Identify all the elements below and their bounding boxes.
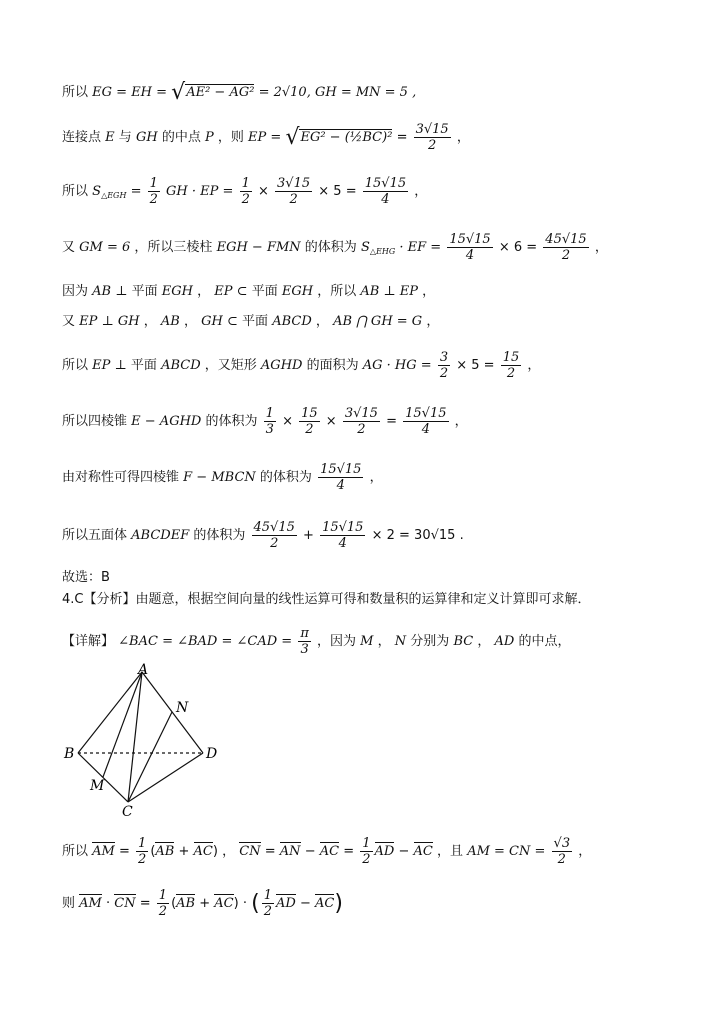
line-5 — [62, 280, 435, 299]
text: 所以 — [62, 184, 89, 199]
text: × — [282, 414, 293, 429]
formula: = — [130, 184, 142, 199]
fraction: $\frac{15}{2}$ — [502, 350, 520, 381]
text: 又 — [62, 240, 76, 255]
formula: AGHD — [260, 358, 303, 373]
text: 的面积为 — [306, 358, 359, 373]
text: · — [106, 896, 111, 911]
vector: CN — [239, 844, 261, 859]
fraction: $\frac{15√15}{4}$ — [449, 232, 491, 263]
text: ( — [150, 844, 156, 859]
text: 则 — [62, 896, 76, 911]
vector-line-2 — [62, 888, 343, 919]
fraction: $\frac{3√15}{2}$ — [415, 122, 449, 153]
edge-CD — [128, 753, 203, 802]
vector: AM — [79, 896, 102, 911]
text: ， — [222, 844, 236, 859]
text: = — [139, 896, 151, 911]
formula: F − MBCN — [183, 470, 256, 485]
var: E — [105, 130, 115, 145]
fraction: $\frac{1}{2}$ — [241, 176, 250, 207]
text: 的体积为 — [205, 414, 258, 429]
text: ， — [426, 314, 440, 329]
text: ，所以三棱柱 — [134, 240, 213, 255]
text: 连接点 — [62, 130, 102, 145]
line-6 — [62, 310, 439, 329]
line-9 — [62, 462, 383, 493]
text: 【详解】 — [62, 634, 115, 649]
text: 平面 — [130, 358, 157, 373]
label-C: C — [122, 804, 133, 820]
text: 所以 — [62, 844, 89, 859]
text: ，且 — [437, 844, 464, 859]
vector: AC — [413, 844, 433, 859]
text: ， — [369, 470, 383, 485]
vector: AB — [155, 844, 175, 859]
vector: AC — [319, 844, 340, 859]
formula: AB ⊥ — [92, 284, 128, 299]
formula: = 2√10, GH = MN = 5 , — [258, 85, 417, 100]
fraction: $\frac{√3}{2}$ — [553, 836, 571, 867]
text: ， — [315, 314, 329, 329]
text: 又 — [62, 314, 76, 329]
var: S — [360, 240, 370, 255]
detail-line — [62, 626, 570, 657]
label-N: N — [176, 700, 189, 716]
formula: EP ⊥ GH — [79, 314, 140, 329]
label-B: B — [64, 746, 75, 762]
text: ， — [414, 184, 428, 199]
formula: EG = EH = — [92, 85, 172, 100]
vector: CN — [114, 896, 136, 911]
var: N — [394, 634, 407, 649]
text: 的中点 — [161, 130, 201, 145]
text: . — [459, 528, 464, 543]
text: × 2 = 30√15 — [371, 528, 456, 543]
var: P — [204, 130, 214, 145]
text: − — [398, 844, 410, 859]
line-7 — [62, 350, 540, 381]
text: 分别为 — [410, 634, 450, 649]
vector: AM — [92, 844, 115, 859]
label-M: M — [90, 778, 105, 794]
text: ) — [233, 896, 239, 911]
label-A: A — [138, 662, 149, 678]
vector: AC — [214, 896, 234, 911]
text: − — [299, 896, 311, 911]
text: + — [303, 528, 314, 543]
text: × 6 = — [498, 240, 538, 255]
fraction: $\frac{15√15}{4}$ — [364, 176, 407, 207]
text: ， — [527, 358, 541, 373]
text: ， — [197, 284, 211, 299]
formula: AB — [160, 314, 180, 329]
radicand: AE² − AG² — [186, 85, 255, 100]
text: ， — [422, 284, 436, 299]
fraction: $\frac{1}{2}$ — [149, 176, 158, 207]
vector: AD — [374, 844, 395, 859]
radicand: EG² − (½BC)² — [300, 130, 393, 145]
var: AD — [494, 634, 515, 649]
formula: GH · EP = — [166, 184, 234, 199]
text: 平面 — [242, 314, 269, 329]
text: ，又矩形 — [204, 358, 257, 373]
fraction: $\frac{45√15}{2}$ — [545, 232, 587, 263]
text: = — [396, 130, 408, 145]
vector: AD — [276, 896, 296, 911]
vector: AC — [315, 896, 335, 911]
text: 由对称性可得四棱锥 — [62, 470, 180, 485]
formula: EP ⊥ — [92, 358, 127, 373]
subscript: △EGH — [101, 191, 127, 200]
fraction: $\frac{15√15}{4}$ — [322, 520, 364, 551]
vector: AB — [176, 896, 196, 911]
var: BC — [453, 634, 474, 649]
fraction: $\frac{1}{3}$ — [265, 406, 274, 437]
formula: AB ⋂ GH = G — [333, 314, 423, 329]
var: S — [92, 184, 102, 199]
analysis-line: 4.C【分析】由题意，根据空间向量的线性运算可得和数量积的运算律和定义计算即可求解． — [62, 592, 591, 607]
text: + — [178, 844, 190, 859]
line-3 — [62, 176, 427, 207]
formula: · EF = — [399, 240, 442, 255]
tetrahedron-figure — [60, 660, 230, 820]
text: 的体积为 — [259, 470, 312, 485]
text: ， — [578, 844, 592, 859]
formula: EGH − FMN — [216, 240, 301, 255]
text: ，因为 — [317, 634, 357, 649]
label-D: D — [206, 746, 218, 762]
fraction: $\frac{3√15}{2}$ — [344, 406, 378, 437]
fraction: $\frac{15√15}{4}$ — [405, 406, 447, 437]
fraction: $\frac{1}{2}$ — [263, 888, 273, 919]
text: ， — [377, 634, 391, 649]
text: 平面 — [251, 284, 278, 299]
fraction: $\frac{45√15}{2}$ — [253, 520, 295, 551]
fraction: $\frac{15√15}{4}$ — [320, 462, 362, 493]
fraction: $\frac{1}{2}$ — [158, 888, 168, 919]
subscript: △EHG — [369, 247, 396, 256]
formula: AG · HG = — [362, 358, 432, 373]
paren: ) — [334, 891, 343, 916]
fraction: $\frac{1}{2}$ — [362, 836, 371, 867]
text: ， — [477, 634, 491, 649]
line-4 — [62, 232, 608, 263]
text: ， — [184, 314, 198, 329]
text: × 5 = — [456, 358, 495, 373]
text: 所以四棱锥 — [62, 414, 128, 429]
text: × — [325, 414, 337, 429]
formula: ABCD — [272, 314, 312, 329]
segment-CN — [128, 712, 172, 802]
text: × 5 = — [318, 184, 357, 199]
fraction: $\frac{1}{2}$ — [138, 836, 147, 867]
fraction: $\frac{3√15}{2}$ — [277, 176, 311, 207]
sqrt-sign: √ — [171, 80, 186, 105]
formula: E − AGHD — [131, 414, 202, 429]
text: ， — [594, 240, 608, 255]
edge-AD — [142, 672, 203, 753]
text: 的体积为 — [193, 528, 246, 543]
paren: ( — [251, 891, 260, 916]
formula: ∠BAC = ∠BAD = ∠CAD = — [118, 634, 293, 649]
text: ，则 — [217, 130, 244, 145]
line-10 — [62, 520, 464, 551]
text: · — [242, 896, 247, 911]
sqrt-sign: √ — [285, 125, 300, 150]
text: ， — [454, 414, 468, 429]
formula: AM = CN = — [467, 844, 546, 859]
text: ， — [456, 130, 470, 145]
line-2 — [62, 122, 470, 153]
text: = — [264, 844, 276, 859]
formula: EP ⊂ — [214, 284, 248, 299]
fraction: $\frac{\pi}{3}$ — [300, 626, 309, 657]
formula: EP = — [248, 130, 282, 145]
text: 与 — [118, 130, 132, 145]
text: = — [386, 414, 397, 429]
text: 的中点， — [518, 634, 571, 649]
line-8 — [62, 406, 468, 437]
text: 所以五面体 — [62, 528, 128, 543]
formula: GM = 6 — [79, 240, 131, 255]
vector-line-1 — [62, 836, 591, 867]
formula: ABCD — [161, 358, 201, 373]
text: + — [199, 896, 211, 911]
formula: EGH — [281, 284, 314, 299]
text: − — [304, 844, 316, 859]
text: ，所以 — [317, 284, 357, 299]
text: 所以 — [62, 85, 89, 100]
text: 所以 — [62, 358, 89, 373]
var: GH — [135, 130, 158, 145]
text: 的体积为 — [304, 240, 357, 255]
fraction: $\frac{15}{2}$ — [301, 406, 318, 437]
text: 平面 — [131, 284, 158, 299]
fraction: $\frac{3}{2}$ — [439, 350, 449, 381]
line-1 — [62, 80, 416, 105]
text: = — [343, 844, 355, 859]
text: ， — [143, 314, 157, 329]
text: ) — [212, 844, 218, 859]
vector: AN — [279, 844, 301, 859]
text: 因为 — [62, 284, 89, 299]
text: ( — [171, 896, 177, 911]
text: = — [119, 844, 130, 859]
vector: AC — [193, 844, 213, 859]
formula: GH ⊂ — [201, 314, 238, 329]
edge-AB — [78, 672, 142, 753]
formula: EGH — [161, 284, 193, 299]
answer-line: 故选：B — [62, 570, 110, 585]
text: × — [257, 184, 269, 199]
var: M — [360, 634, 374, 649]
formula: ABCDEF — [131, 528, 190, 543]
formula: AB ⊥ EP — [360, 284, 419, 299]
